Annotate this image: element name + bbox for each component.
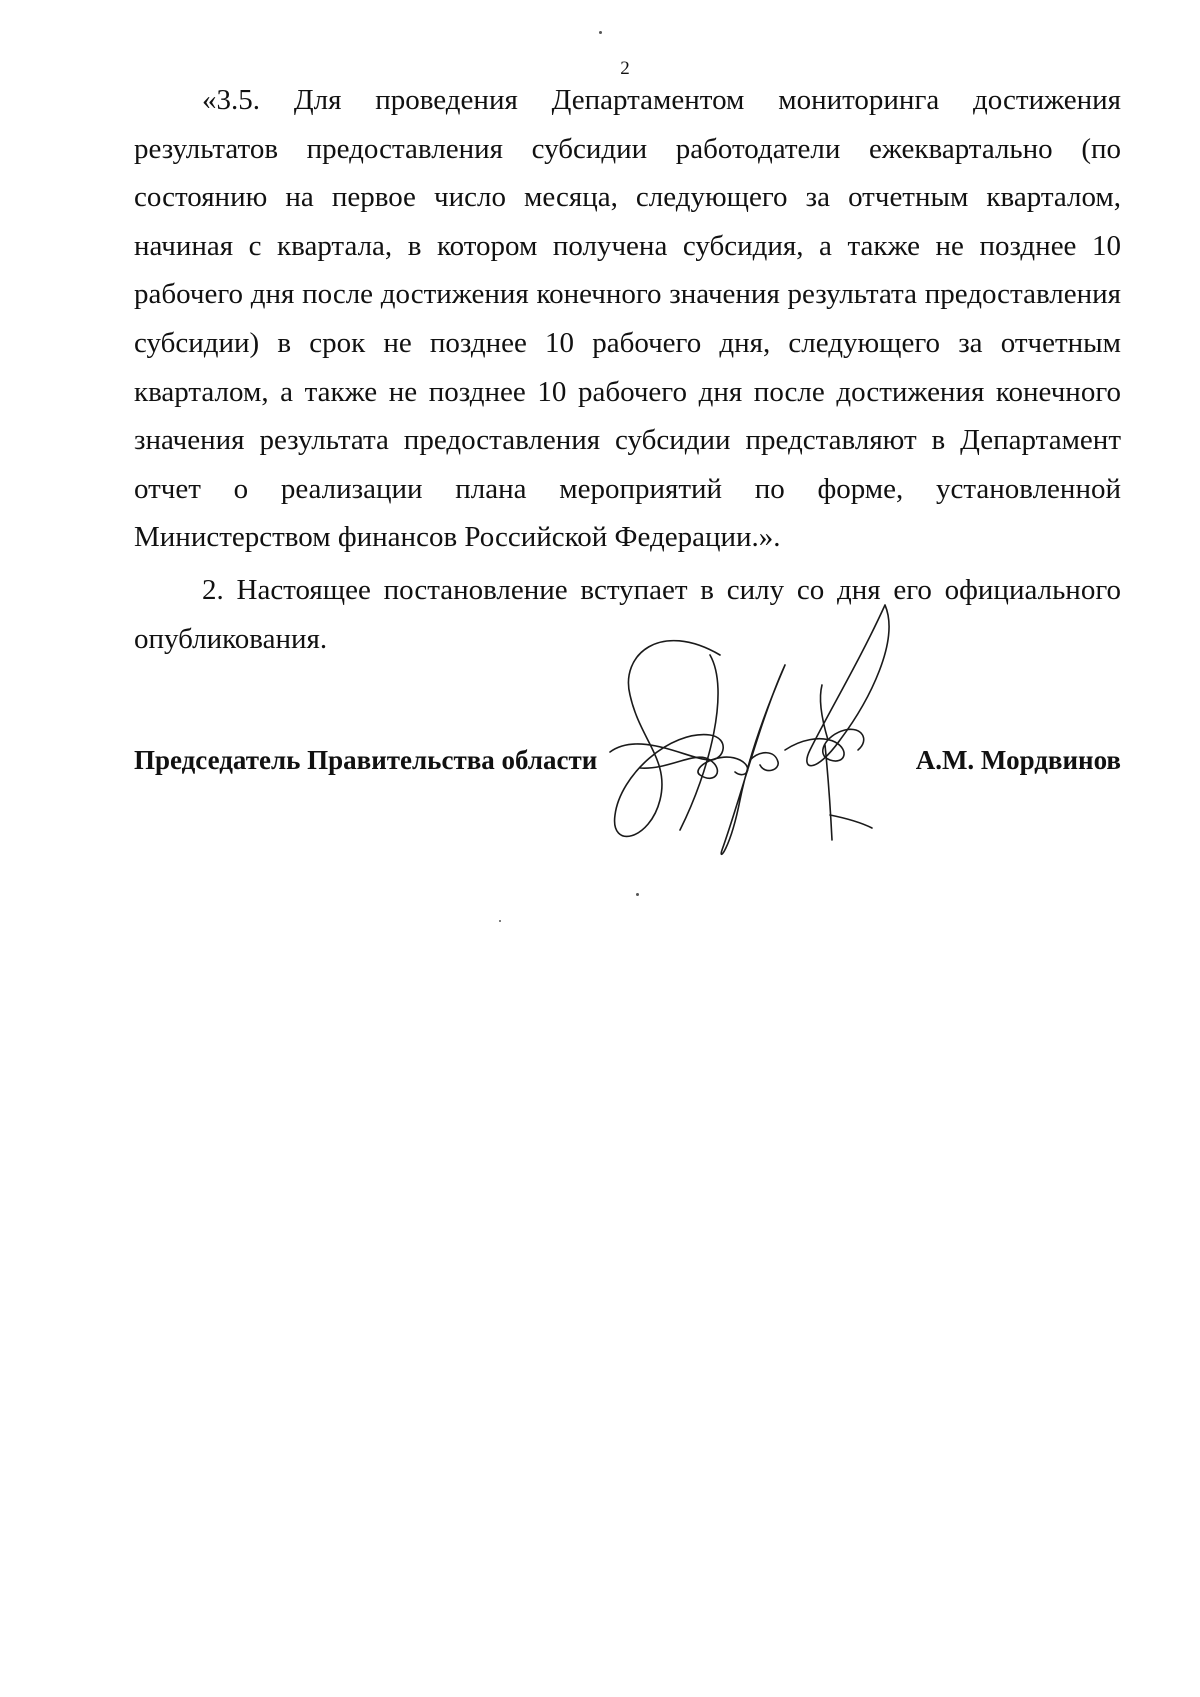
- scan-speck: [499, 920, 501, 922]
- handwritten-signature: [600, 600, 890, 880]
- signer-position: Председатель Правительства области: [134, 745, 598, 775]
- paragraph-3-5: «3.5. Для проведения Департаментом мониторинга достижения результатов предоставления субсидии работодатели ежеквартально (по состоянию на первое число месяца, следующего за отчетным кварталом, начиная с квартала, в котором получена субсидия, а также не позднее 10 рабочего дня после достижения конечного значения результата предоставления субсидии) в срок не позднее 10 рабочего дня, следующего за отчетным кварталом, а также не позднее 10 рабочего дня после достижения конечного значения результата предоставления субсидии представляют в Департамент отчет о реализации плана мероприятий по форме, установленной Министерством финансов Российской Федерации.».: [134, 84, 1121, 554]
- document-body: [134, 76, 1121, 663]
- paragraph-2: 2. Настоящее постановление вступает в силу со дня его официального опубликования.: [134, 573, 1121, 655]
- scan-speck: [599, 31, 602, 34]
- page-number: 2: [620, 58, 630, 79]
- signer-name: А.М. Мордвинов: [915, 745, 1121, 775]
- scan-speck: [636, 893, 639, 896]
